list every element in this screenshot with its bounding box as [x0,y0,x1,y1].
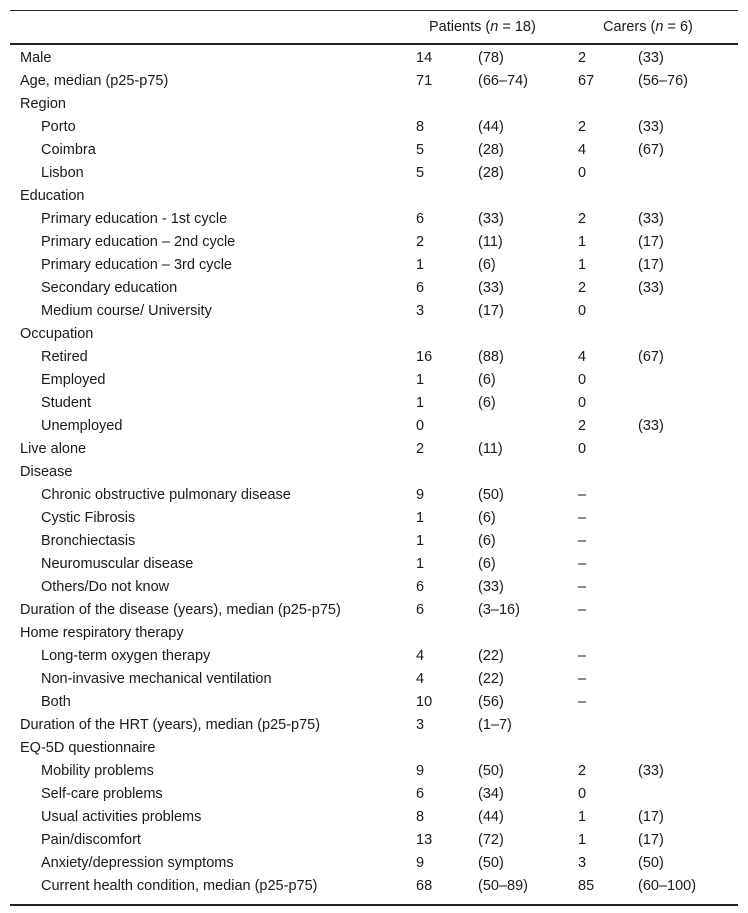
table-row [10,576,738,599]
row-label: Disease [20,464,73,480]
carers-count: 0 [578,395,587,411]
carers-count: – [578,648,587,664]
table-row [10,116,738,139]
row-label: Bronchiectasis [41,533,136,549]
row-label: Age, median (p25-p75) [20,73,169,89]
row-label: Non-invasive mechanical ventilation [41,671,272,687]
characteristics-table [10,10,738,906]
patients-percent: (22) [478,648,504,664]
patients-percent: (50) [478,855,504,871]
table-body [10,45,738,898]
patients-percent: (11) [478,234,503,250]
row-label: Primary education – 2nd cycle [41,234,236,250]
row-label: Primary education – 3rd cycle [41,257,232,273]
patients-count: 3 [416,303,425,319]
carers-count: 0 [578,441,587,457]
patients-count: 2 [416,441,425,457]
patients-count: 0 [416,418,425,434]
row-label: Lisbon [41,165,84,181]
patients-percent: (6) [478,533,496,549]
row-label: Long-term oxygen therapy [41,648,211,664]
table-row [10,507,738,530]
patients-percent: (50–89) [478,878,528,894]
row-label: Region [20,96,66,112]
carers-percent: (60–100) [638,878,697,894]
patients-percent: (66–74) [478,73,528,89]
table-row [10,737,738,760]
patients-percent: (3–16) [478,602,520,618]
carers-percent: (33) [638,763,664,779]
carers-header-n: n [655,19,664,35]
patients-count: 1 [416,556,425,572]
carers-count: – [578,602,587,618]
carers-percent: (50) [638,855,664,871]
carers-count: 0 [578,372,587,388]
patients-count: 6 [416,602,425,618]
patients-percent: (6) [478,257,496,273]
carers-count: 1 [578,257,587,273]
carers-count: 2 [578,280,587,296]
carers-count: 4 [578,142,587,158]
table-row [10,829,738,852]
table-row [10,300,738,323]
table-row [10,875,738,898]
patients-percent: (50) [478,763,504,779]
table-row [10,70,738,93]
table-row [10,47,738,70]
patients-percent: (72) [478,832,504,848]
patients-percent: (1–7) [478,717,512,733]
row-label: Duration of the disease (years), median (p25-p75) [20,602,341,618]
row-label: Employed [41,372,106,388]
carers-count: 2 [578,418,587,434]
carers-count: – [578,533,587,549]
row-label: Current health condition, median (p25-p75) [41,878,318,894]
carers-count: 2 [578,211,587,227]
table-row [10,346,738,369]
carers-count: – [578,556,587,572]
patients-count: 2 [416,234,425,250]
table-row [10,484,738,507]
table-row [10,415,738,438]
table-row [10,668,738,691]
row-label: Pain/discomfort [41,832,141,848]
patients-count: 6 [416,280,425,296]
patients-count: 1 [416,510,425,526]
carers-percent: (67) [638,142,664,158]
patients-count: 1 [416,372,425,388]
patients-count: 10 [416,694,433,710]
patients-percent: (6) [478,395,496,411]
patients-column-header [429,19,536,35]
patients-percent: (28) [478,142,504,158]
table-row [10,323,738,346]
row-label: Self-care problems [41,786,163,802]
carers-header-prefix: Carers ( [603,19,656,35]
row-label: Coimbra [41,142,96,158]
carers-count: 2 [578,119,587,135]
row-label: Others/Do not know [41,579,170,595]
carers-count: 1 [578,234,587,250]
carers-count: – [578,579,587,595]
patients-count: 4 [416,648,425,664]
row-label: Chronic obstructive pulmonary disease [41,487,291,503]
table-bottom-rule [10,904,738,906]
table-row [10,530,738,553]
patients-count: 8 [416,119,425,135]
patients-percent: (33) [478,211,504,227]
patients-percent: (88) [478,349,504,365]
row-label: Neuromuscular disease [41,556,194,572]
patients-count: 3 [416,717,425,733]
carers-count: – [578,510,587,526]
table-row [10,162,738,185]
table-row [10,599,738,622]
row-label: EQ-5D questionnaire [20,740,156,756]
table-row [10,277,738,300]
row-label: Student [41,395,91,411]
table-row [10,760,738,783]
carers-percent: (17) [638,234,664,250]
patients-percent: (78) [478,50,504,66]
carers-count: 0 [578,303,587,319]
table-row [10,254,738,277]
table-row [10,806,738,829]
row-label: Anxiety/depression symptoms [41,855,234,871]
row-label: Mobility problems [41,763,154,779]
patients-percent: (6) [478,556,496,572]
patients-header-suffix: = 18) [498,19,536,35]
row-label: Occupation [20,326,94,342]
row-label: Live alone [20,441,87,457]
carers-percent: (17) [638,832,664,848]
patients-count: 71 [416,73,433,89]
patients-count: 9 [416,487,425,503]
patients-percent: (44) [478,119,504,135]
table-row [10,231,738,254]
carers-percent: (33) [638,119,664,135]
table-row [10,369,738,392]
row-label: Home respiratory therapy [20,625,184,641]
patients-percent: (33) [478,579,504,595]
patients-percent: (44) [478,809,504,825]
patients-count: 6 [416,579,425,595]
row-label: Primary education - 1st cycle [41,211,228,227]
patients-percent: (34) [478,786,504,802]
patients-percent: (50) [478,487,504,503]
table-row [10,783,738,806]
table-row [10,438,738,461]
carers-count: 1 [578,832,587,848]
patients-count: 13 [416,832,433,848]
carers-percent: (17) [638,809,664,825]
table-row [10,208,738,231]
table-row [10,553,738,576]
row-label: Education [20,188,85,204]
table-row [10,461,738,484]
row-label: Unemployed [41,418,123,434]
patients-count: 9 [416,855,425,871]
patients-count: 5 [416,142,425,158]
carers-percent: (33) [638,50,664,66]
row-label: Cystic Fibrosis [41,510,136,526]
patients-percent: (11) [478,441,503,457]
table-row [10,645,738,668]
carers-count: 3 [578,855,587,871]
patients-count: 6 [416,786,425,802]
row-label: Both [41,694,71,710]
patients-count: 5 [416,165,425,181]
patients-count: 1 [416,533,425,549]
carers-count: – [578,694,587,710]
patients-percent: (22) [478,671,504,687]
patients-count: 1 [416,395,425,411]
patients-count: 14 [416,50,433,66]
patients-percent: (17) [478,303,504,319]
patients-header-prefix: Patients ( [429,19,491,35]
patients-count: 8 [416,809,425,825]
row-label: Porto [41,119,76,135]
carers-percent: (33) [638,211,664,227]
patients-percent: (6) [478,510,496,526]
row-label: Male [20,50,52,66]
table-row [10,139,738,162]
carers-percent: (56–76) [638,73,688,89]
carers-percent: (17) [638,257,664,273]
table-row [10,392,738,415]
carers-count: 0 [578,165,587,181]
patients-header-n: n [490,19,499,35]
patients-count: 1 [416,257,425,273]
carers-count: 85 [578,878,595,894]
row-label: Medium course/ University [41,303,212,319]
carers-column-header [603,19,693,35]
row-label: Secondary education [41,280,178,296]
carers-count: – [578,671,587,687]
patients-percent: (33) [478,280,504,296]
carers-percent: (33) [638,418,664,434]
patients-count: 68 [416,878,433,894]
table-header [10,11,738,43]
patients-count: 9 [416,763,425,779]
carers-count: 1 [578,809,587,825]
table-row [10,691,738,714]
table-row [10,622,738,645]
table-row [10,185,738,208]
table-row [10,93,738,116]
patients-percent: (56) [478,694,504,710]
carers-header-suffix: = 6) [663,19,693,35]
carers-percent: (67) [638,349,664,365]
carers-percent: (33) [638,280,664,296]
table-row [10,852,738,875]
row-label: Usual activities problems [41,809,202,825]
row-label: Duration of the HRT (years), median (p25-p75) [20,717,321,733]
carers-count: 4 [578,349,587,365]
carers-count: 67 [578,73,595,89]
carers-count: – [578,487,587,503]
patients-count: 6 [416,211,425,227]
patients-percent: (28) [478,165,504,181]
patients-count: 4 [416,671,425,687]
patients-count: 16 [416,349,433,365]
patients-percent: (6) [478,372,496,388]
carers-count: 0 [578,786,587,802]
carers-count: 2 [578,50,587,66]
table-row [10,714,738,737]
row-label: Retired [41,349,88,365]
carers-count: 2 [578,763,587,779]
